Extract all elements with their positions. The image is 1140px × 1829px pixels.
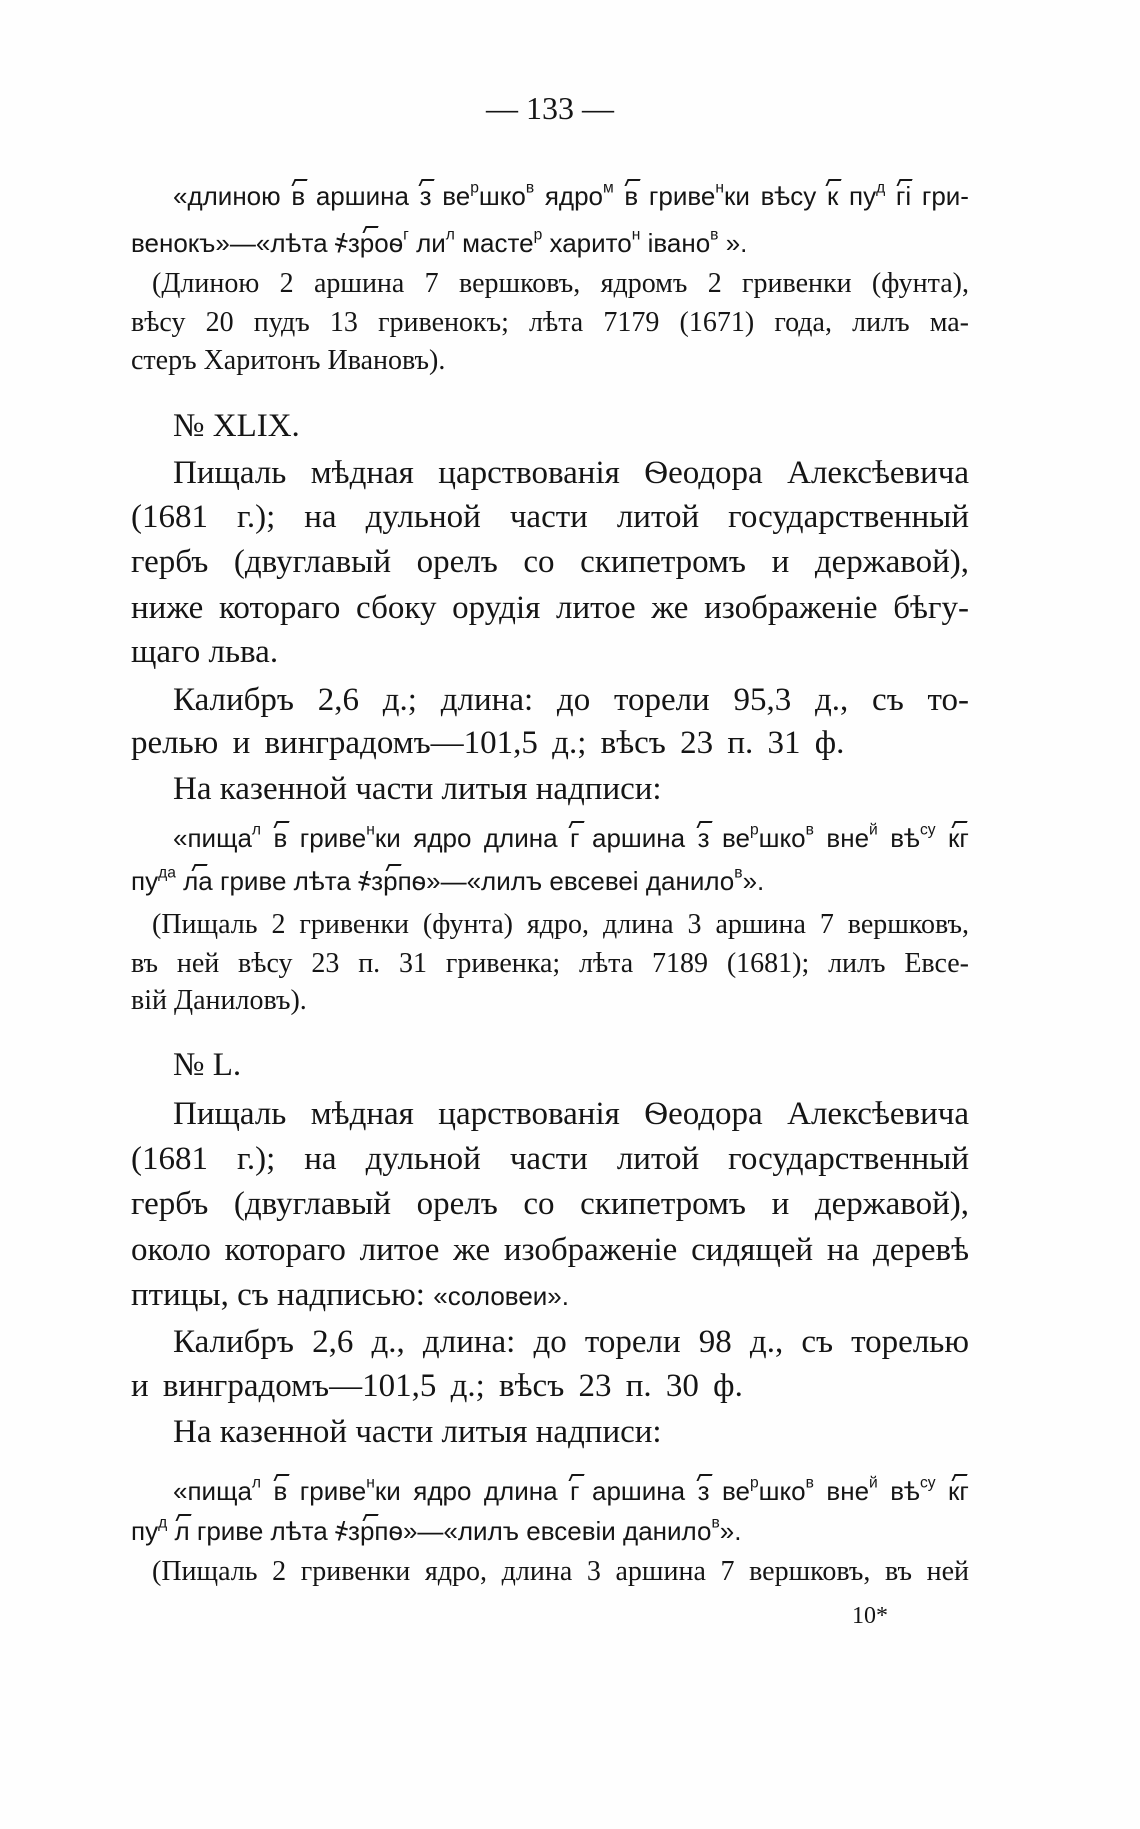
inscription-text: »—«лилъ: [426, 866, 543, 896]
inscription-text: аршина: [591, 823, 686, 853]
inscription-text: ки: [374, 1476, 401, 1506]
superscript-letter: й: [869, 1474, 878, 1492]
inscription-word: [722, 823, 814, 853]
superscript-letter: л: [251, 821, 262, 839]
inscription-text: длина: [483, 823, 558, 853]
inscription-word: [484, 823, 558, 853]
inscription-line: [173, 815, 969, 861]
description-line: ниже котораго сбоку орудія литое же изображеніе бѣгу-: [131, 590, 969, 626]
superscript-letter: в: [805, 1474, 814, 1492]
superscript-letter: в: [734, 864, 743, 882]
translation-line: (Пищаль 2 гривенки ядро, длина 3 аршина 7 вершковъ, въ ней: [152, 1556, 969, 1587]
inscription-text: гриве: [648, 181, 716, 211]
translation-line: стеръ Харитонъ Ивановъ).: [131, 345, 446, 376]
inscription-word: [335, 228, 409, 258]
description-line: гербъ (двуглавый орелъ со скипетромъ и державой),: [131, 1186, 969, 1222]
inscription-word: [948, 1476, 969, 1506]
translation-line: вій Даниловъ).: [131, 985, 307, 1016]
inscription-text: ли: [416, 228, 446, 258]
inscription-text: шко: [758, 823, 806, 853]
entry-heading: № L.: [173, 1047, 242, 1083]
inscription-text: лѣта: [293, 866, 351, 896]
inscription-word: [413, 823, 471, 853]
inscription-text: вѣсу: [760, 181, 817, 211]
inscription-word: [570, 823, 579, 853]
inscription-text: масте: [462, 228, 534, 258]
titlo-numeral: в: [291, 181, 306, 211]
inscription-text: вне: [826, 1476, 870, 1506]
inscription-word: [173, 1476, 261, 1506]
description-line: гербъ (двуглавый орелъ со скипетромъ и державой),: [131, 544, 969, 580]
inscription-text: гриве: [196, 1516, 264, 1546]
description-line: Пищаль мѣдная царствованія Ѳеодора Алексѣевича: [173, 455, 969, 491]
superscript-letter: н: [366, 821, 375, 839]
inscription-word: [131, 228, 328, 258]
titlo-numeral: в: [273, 1476, 288, 1506]
inscription-word: [442, 181, 534, 211]
titlo-numeral: ҂зроѳ: [334, 228, 404, 258]
inscription-text: данило: [623, 1516, 712, 1546]
inscription-word: [291, 181, 305, 211]
titlo-numeral: ҂зрпѳ: [334, 1516, 403, 1546]
inscription-text: гриве: [299, 823, 367, 853]
page-number: — 133 —: [486, 90, 614, 126]
description-line: Пищаль мѣдная царствованія Ѳеодора Алексѣевича: [173, 1096, 969, 1132]
inscription-word: [698, 1476, 710, 1506]
inscription-word: [624, 181, 638, 211]
inscription-text: ».: [725, 228, 748, 258]
inscription-word: [174, 1516, 189, 1546]
superscript-letter: н: [366, 1474, 375, 1492]
superscript-letter: й: [869, 821, 878, 839]
inscription-word: [294, 866, 351, 896]
superscript-letter: м: [603, 179, 614, 197]
inscription-word: [462, 228, 542, 258]
description-line: около котораго литое же изображеніе сидящей на деревѣ: [131, 1232, 969, 1268]
signature-mark: 10*: [852, 1603, 888, 1629]
inscription-text: ки: [723, 181, 750, 211]
titlo-numeral: к: [826, 181, 839, 211]
inscription-word: [274, 823, 288, 853]
translation-line: (Длиною 2 аршина 7 вершковъ, ядромъ 2 гривенки (фунта),: [152, 268, 969, 299]
inscription-word: [896, 181, 911, 211]
titlo-numeral: в: [273, 823, 288, 853]
inscription-label: На казенной части литыя надписи:: [173, 1414, 662, 1450]
inscription-text: шко: [758, 1476, 806, 1506]
superscript-letter: р: [533, 226, 543, 244]
inscription-text: шко: [478, 181, 526, 211]
inscription-text: пу: [849, 181, 877, 211]
titlo-numeral: з: [419, 181, 432, 211]
inscription-word: [646, 866, 764, 896]
dimensions-line: релью и винградомъ—101,5 д.; вѣсъ 23 п. 31 ф.: [131, 725, 845, 761]
inscription-word: [131, 1516, 167, 1546]
superscript-letter: н: [631, 226, 641, 244]
superscript-letter: в: [525, 179, 535, 197]
description-line: щаго льва.: [131, 634, 279, 670]
titlo-numeral: г: [570, 1476, 580, 1506]
inscription-text: харито: [549, 228, 632, 258]
inscription-word: [648, 228, 719, 258]
superscript-letter: в: [710, 226, 719, 244]
titlo-numeral: кг: [948, 1476, 969, 1506]
inscription-word: [413, 1476, 471, 1506]
dimensions-line: Калибръ 2,6 д., длина: до торели 98 д., съ торелью: [173, 1324, 969, 1360]
inscription-text: данило: [645, 866, 735, 896]
dimensions-line: и винградомъ—101,5 д.; вѣсъ 23 п. 30 ф.: [131, 1368, 743, 1404]
inscription-word: [592, 823, 685, 853]
titlo-numeral: з: [697, 823, 710, 853]
inscription-word: [549, 228, 640, 258]
inscription-word: [183, 866, 213, 896]
inscription-text: ядро: [413, 823, 472, 853]
inscription-text: евсевіи: [526, 1516, 616, 1546]
inscription-word: [197, 1516, 263, 1546]
inscription-text: евсевеі: [549, 866, 639, 896]
inscription-word: [849, 181, 885, 211]
inscription-word: [316, 181, 409, 211]
inscription-line: [131, 220, 969, 266]
titlo-numeral: ла: [183, 866, 213, 896]
translation-line: (Пищаль 2 гривенки (фунта) ядро, длина 3 аршина 7 вершковъ,: [152, 909, 969, 940]
inscription-text: аршина: [315, 181, 409, 211]
inscription-text: «длиною: [173, 181, 281, 211]
inscription-word: [484, 1476, 558, 1506]
inscription-word: [922, 181, 969, 211]
superscript-letter: да: [158, 864, 176, 882]
inscription-word: [545, 181, 614, 211]
inscription-label: На казенной части литыя надписи:: [173, 771, 662, 807]
superscript-letter: р: [749, 821, 759, 839]
inscription-word: [623, 1516, 741, 1546]
inscription-word: [722, 1476, 814, 1506]
titlo-numeral: в: [624, 181, 639, 211]
inscription-text: венокъ»—«лѣта: [131, 228, 328, 258]
inscription-text: ве: [442, 181, 471, 211]
superscript-letter: р: [749, 1474, 759, 1492]
inscription-word: [131, 866, 176, 896]
superscript-letter: л: [445, 226, 455, 244]
inscription-word: [827, 181, 838, 211]
superscript-letter: д: [876, 179, 886, 197]
superscript-letter: р: [470, 179, 479, 197]
inscription-text: ве: [721, 1476, 750, 1506]
inscription-text: «пища: [173, 823, 252, 853]
inscription-text: ».: [742, 866, 765, 896]
inscription-text: гри-: [921, 181, 969, 211]
dimensions-line: Калибръ 2,6 д.; длина: до торели 95,3 д., съ то-: [173, 682, 969, 718]
translation-line: въ ней вѣсу 23 п. 31 гривенка; лѣта 7189 (1681); лилъ Евсе-: [131, 948, 969, 979]
superscript-letter: д: [158, 1514, 168, 1532]
inscription-text: ве: [721, 823, 750, 853]
inscription-word: [358, 866, 542, 896]
inscription-word: [948, 823, 969, 853]
superscript-letter: в: [711, 1514, 720, 1532]
superscript-letter: в: [805, 821, 814, 839]
inscription-text: аршина: [591, 1476, 686, 1506]
superscript-letter: су: [919, 1474, 936, 1492]
description-line: (1681 г.); на дульной части литой государственный: [131, 499, 969, 535]
inscription-word: [173, 823, 261, 853]
superscript-letter: су: [919, 821, 936, 839]
superscript-letter: г: [403, 226, 409, 244]
inscription-text: ».: [719, 1516, 742, 1546]
inscription-text: лѣта: [270, 1516, 328, 1546]
titlo-numeral: л: [174, 1516, 190, 1546]
inscription-word: [274, 1476, 288, 1506]
inscription-word: [526, 1516, 616, 1546]
inscription-text: »—«лилъ: [402, 1516, 520, 1546]
inscription-word: [271, 1516, 328, 1546]
inscription-text: вне: [826, 823, 870, 853]
inscription-word: [890, 1476, 935, 1506]
inscription-word: [335, 1516, 519, 1546]
bird-inscription: «соловеи».: [433, 1281, 569, 1311]
inscription-text: пу: [131, 1516, 159, 1546]
inscription-text: івано: [647, 228, 711, 258]
inscription-word: [761, 181, 817, 211]
description-line: (1681 г.); на дульной части литой государственный: [131, 1141, 969, 1177]
inscription-text: ки: [374, 823, 401, 853]
inscription-word: [592, 1476, 685, 1506]
inscription-word: [890, 823, 935, 853]
translation-line: вѣсу 20 пудъ 13 гривенокъ; лѣта 7179 (1671) года, лилъ ма-: [131, 307, 969, 338]
titlo-numeral: з: [697, 1476, 710, 1506]
inscription-text: гриве: [219, 866, 287, 896]
inscription-word: [649, 181, 750, 211]
inscription-word: [726, 228, 748, 258]
inscription-line: [173, 173, 969, 219]
titlo-numeral: г: [570, 823, 580, 853]
titlo-numeral: ҂зрпѳ: [358, 866, 427, 896]
description-text: птицы, съ надписью:: [131, 1277, 425, 1313]
inscription-word: [549, 866, 638, 896]
inscription-word: [826, 823, 877, 853]
inscription-text: пу: [131, 866, 159, 896]
inscription-text: вѣ: [890, 1476, 920, 1506]
superscript-letter: л: [251, 1474, 262, 1492]
inscription-text: «пища: [173, 1476, 252, 1506]
inscription-word: [416, 228, 455, 258]
inscription-line: [131, 858, 969, 904]
inscription-text: ядро: [413, 1476, 472, 1506]
inscription-word: [420, 181, 432, 211]
inscription-word: [826, 1476, 877, 1506]
superscript-letter: н: [715, 179, 724, 197]
inscription-line: [131, 1508, 969, 1554]
entry-heading: № XLIX.: [173, 408, 300, 444]
titlo-numeral: гі: [895, 181, 912, 211]
inscription-word: [220, 866, 286, 896]
inscription-word: [570, 1476, 579, 1506]
inscription-text: вѣ: [890, 823, 920, 853]
inscription-text: длина: [483, 1476, 558, 1506]
inscription-text: ядро: [544, 181, 604, 211]
inscription-word: [698, 823, 710, 853]
titlo-numeral: кг: [948, 823, 969, 853]
description-line: [131, 1272, 969, 1318]
inscription-text: гриве: [299, 1476, 367, 1506]
inscription-word: [300, 823, 401, 853]
inscription-word: [300, 1476, 401, 1506]
inscription-word: [173, 181, 281, 211]
